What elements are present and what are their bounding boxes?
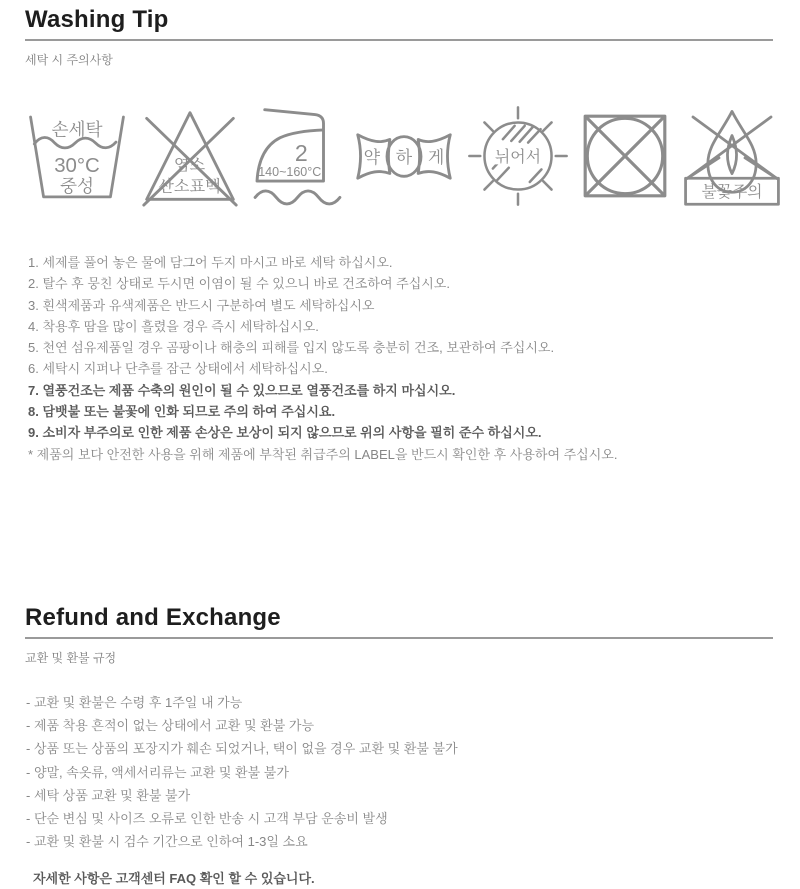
refund-rules-list [26, 691, 780, 853]
washing-instruction-item: 4. 착용후 땀을 많이 흘렸을 경우 즉시 세탁하십시오. [28, 318, 319, 334]
do-not-tumble-dry-icon [581, 112, 669, 200]
svg-text:게: 게 [428, 148, 445, 168]
svg-text:중성: 중성 [59, 176, 95, 197]
svg-text:염소: 염소 [173, 155, 205, 174]
care-symbols-row [0, 94, 800, 218]
svg-text:약: 약 [364, 148, 381, 168]
refund-rule-item: - 제품 착용 흔적이 없는 상태에서 교환 및 환불 가능 [26, 718, 314, 734]
refund-exchange-section [0, 598, 800, 887]
refund-rule-item: - 세탁 상품 교환 및 환불 불가 [26, 787, 191, 803]
wring-gently-icon [353, 129, 455, 183]
washing-instruction-item: 7. 열풍건조는 제품 수축의 원인이 될 수 있으므로 열풍건조를 하지 마십시오. [28, 382, 456, 398]
svg-text:140~160°C: 140~160°C [257, 165, 321, 180]
washing-instruction-item: 8. 담뱃불 또는 불꽃에 인화 되므로 주의 하여 주십시요. [28, 404, 336, 420]
dry-flat-shade-icon [466, 99, 570, 213]
washing-instructions-list [28, 252, 780, 465]
svg-text:하: 하 [396, 148, 413, 168]
refund-rule-item: - 양말, 속옷류, 액세서리류는 교환 및 환불 불가 [26, 764, 289, 780]
refund-rule-item: - 교환 및 환불은 수령 후 1주일 내 가능 [26, 694, 243, 710]
refund-rule-item: - 상품 또는 상품의 포장지가 훼손 되었거나, 택이 없을 경우 교환 및 환불 불가 [26, 741, 458, 757]
refund-rule-item: - 단순 변심 및 사이즈 오류로 인한 반송 시 고객 부담 운송비 발생 [26, 810, 388, 826]
svg-text:손세탁: 손세탁 [51, 119, 103, 140]
washing-tip-subtitle: 세탁 시 주의사항 [25, 53, 113, 67]
svg-text:30°C: 30°C [54, 154, 100, 177]
washing-tip-title: Washing Tip [25, 0, 773, 41]
washing-label-note: * 제품의 보다 안전한 사용을 위해 제품에 부착된 취급주의 LABEL을 반드시 확인한 후 사용하여 주십시오. [28, 446, 618, 462]
washing-instruction-item: 1. 세제를 풀어 놓은 물에 담그어 두지 마시고 바로 세탁 하십시오. [28, 255, 393, 270]
hand-wash-icon [25, 107, 129, 205]
flame-caution-icon [680, 100, 784, 212]
svg-text:2: 2 [294, 139, 308, 166]
svg-text:불꽃주의: 불꽃주의 [701, 183, 763, 201]
washing-instruction-item: 5. 천연 섬유제품일 경우 곰팡이나 해충의 피해를 입지 않도록 충분히 건조, 보관하여 주십시오. [28, 340, 555, 356]
washing-instruction-item: 2. 탈수 후 뭉친 상태로 두시면 이염이 될 수 있으니 바로 건조하여 주십시오. [28, 276, 450, 292]
svg-text:뉘어서: 뉘어서 [495, 148, 542, 166]
faq-note: 자세한 사항은 고객센터 FAQ 확인 할 수 있습니다. [33, 871, 315, 887]
iron-icon [251, 103, 343, 209]
refund-rule-item: - 교환 및 환불 시 검수 기간으로 인하여 1-3일 소요 [26, 834, 308, 850]
refund-exchange-subtitle: 교환 및 환불 규정 [25, 650, 117, 665]
washing-instruction-item: 9. 소비자 부주의로 인한 제품 손상은 보상이 되지 않으므로 위의 사항을 필히 준수 하십시오. [28, 425, 542, 441]
washing-instruction-item: 3. 흰색제품과 유색제품은 반드시 구분하여 별도 세탁하십시오 [28, 297, 375, 313]
svg-text:산소표백: 산소표백 [158, 177, 221, 196]
refund-exchange-title: Refund and Exchange [25, 598, 773, 639]
do-not-bleach-icon [140, 105, 240, 208]
washing-instruction-item: 6. 세탁시 지퍼나 단추를 잠근 상태에서 세탁하십시오. [28, 361, 328, 377]
